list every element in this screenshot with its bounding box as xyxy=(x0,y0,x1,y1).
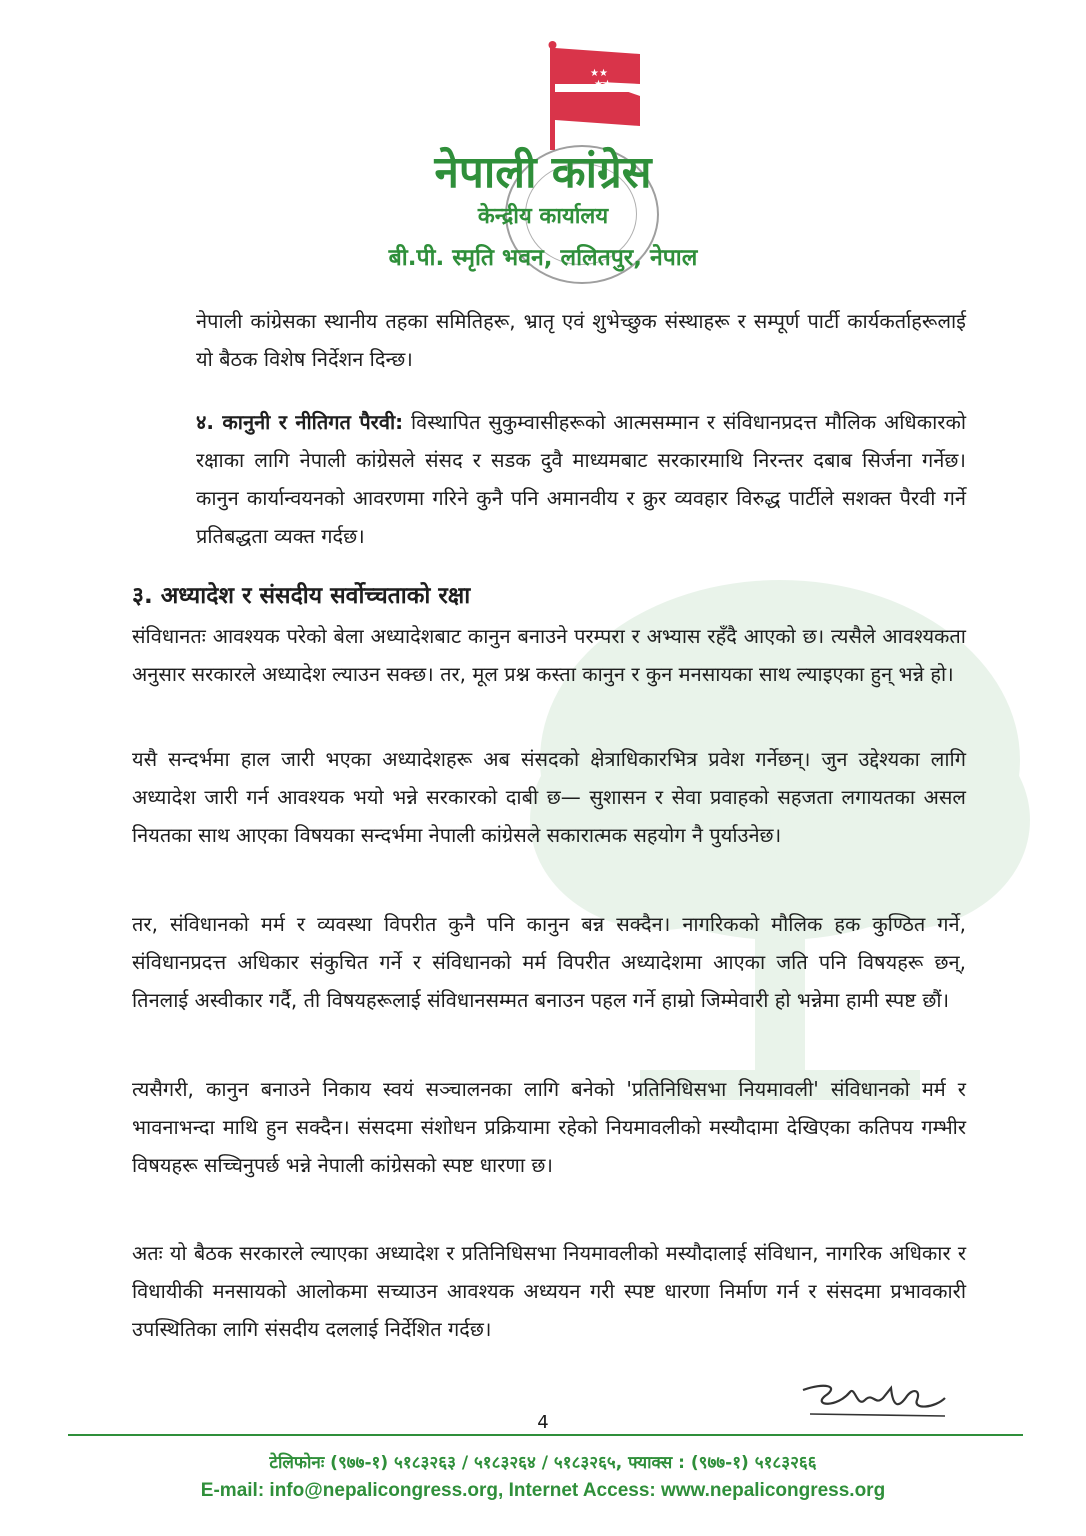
page-number: 4 xyxy=(537,1412,549,1433)
paragraph-5: अतः यो बैठक सरकारले ल्याएका अध्यादेश र प्रतिनिधिसभा नियमावलीको मस्यौदालाई संविधान, नागरिक अधिकार र विधायीकी मनसायको आलोकमा सच्याउन आवश्यक अध्ययन गरी स्पष्ट धारणा निर्माण गर्न र संसदमा प्रभावकारी उपस्थितिका लागि संसदीय दललाई निर्देशित गर्दछ। xyxy=(132,1241,966,1341)
svg-text:★★: ★★ xyxy=(594,79,612,90)
point-4-title: ४. कानुनी र नीतिगत पैरवी: xyxy=(196,410,404,434)
point-4-paragraph xyxy=(196,403,966,555)
section-3-heading: ३. अध्यादेश र संसदीय सर्वोच्चताको रक्षा xyxy=(132,583,471,609)
point-4-text: विस्थापित सुकुम्वासीहरूको आत्मसम्मान र संविधानप्रदत्त मौलिक अधिकारको रक्षाका लागि नेपाली कांग्रेसले संसद र सडक दुवै माध्यमबाट सरकारमाथि निरन्तर दबाब सिर्जना गर्नेछ। कानुन कार्यान्वयनको आवरणमा गरिने कुनै पनि अमानवीय र क्रुर व्यवहार विरुद्ध पार्टीले सशक्त पैरवी गर्ने प्रतिबद्धता व्यक्त गर्दछ। xyxy=(196,410,966,548)
paragraph-4: त्यसैगरी, कानुन बनाउने निकाय स्वयं सञ्चालनका लागि बनेको 'प्रतिनिधिसभा नियमावली' संविधानको मर्म र भावनाभन्दा माथि हुन सक्दैन। संसदमा संशोधन प्रक्रियामा रहेको नियमावलीको मस्यौदामा देखिएका कतिपय गम्भीर विषयहरू सच्चिनुपर्छ भन्ने नेपाली कांग्रेसको स्पष्ट धारणा छ। xyxy=(132,1077,966,1177)
footer-contact-phone: टेलिफोनः (९७७-१) ५१८३२६३ / ५१८३२६४ / ५१८३२६५, फ्याक्स : (९७७-१) ५१८३२६६ xyxy=(269,1453,817,1473)
office-name: केन्द्रीय कार्यालय xyxy=(477,204,609,229)
paragraph-3: तर, संविधानको मर्म र व्यवस्था विपरीत कुनै पनि कानुन बन्न सक्दैन। नागरिकको मौलिक हक कुण्ठित गर्ने, संविधानप्रदत्त अधिकार संकुचित गर्ने र संविधानको मर्म विपरीत अध्यादेशमा आएका जति पनि विषयहरू छन्, तिनलाई अस्वीकार गर्दै, ती विषयहरूलाई संविधानसम्मत बनाउन पहल गर्ने हाम्रो जिम्मेवारी हो भन्नेमा हामी स्पष्ट छौं। xyxy=(132,912,967,1012)
party-name: नेपाली कांग्रेस xyxy=(434,147,652,198)
paragraph-2: यसै सन्दर्भमा हाल जारी भएका अध्यादेशहरू अब संसदको क्षेत्राधिकारभित्र प्रवेश गर्नेछन्। जुन उद्देश्यका लागि अध्यादेश जारी गर्न आवश्यक भयो भन्ने सरकारको दाबी छ— सुशासन र सेवा प्रवाहको सहजता लगायतका असल नियतका साथ आएका विषयका सन्दर्भमा नेपाली कांग्रेसले सकारात्मक सहयोग नै पुर्याउनेछ। xyxy=(132,747,966,847)
svg-text:★★: ★★ xyxy=(590,68,608,79)
footer-divider xyxy=(68,1434,1023,1436)
footer-contact-web: E-mail: info@nepalicongress.org, Internet Access: www.nepalicongress.org xyxy=(200,1480,886,1501)
party-flag-icon xyxy=(540,40,650,150)
office-address: बी.पी. स्मृति भवन, ललितपुर, नेपाल xyxy=(388,245,698,271)
intro-paragraph: नेपाली कांग्रेसका स्थानीय तहका समितिहरू, भ्रातृ एवं शुभेच्छुक संस्थाहरू र सम्पूर्ण पार्टी कार्यकर्ताहरूलाई यो बैठक विशेष निर्देशन दिन्छ। xyxy=(196,309,966,371)
paragraph-1: संविधानतः आवश्यक परेको बेला अध्यादेशबाट कानुन बनाउने परम्परा र अभ्यास रहँदै आएको छ। त्यसैले आवश्यकता अनुसार सरकारले अध्यादेश ल्याउन सक्छ। तर, मूल प्रश्न कस्ता कानुन र कुन मनसायका साथ ल्याइएका हुन् भन्ने हो। xyxy=(132,624,966,686)
